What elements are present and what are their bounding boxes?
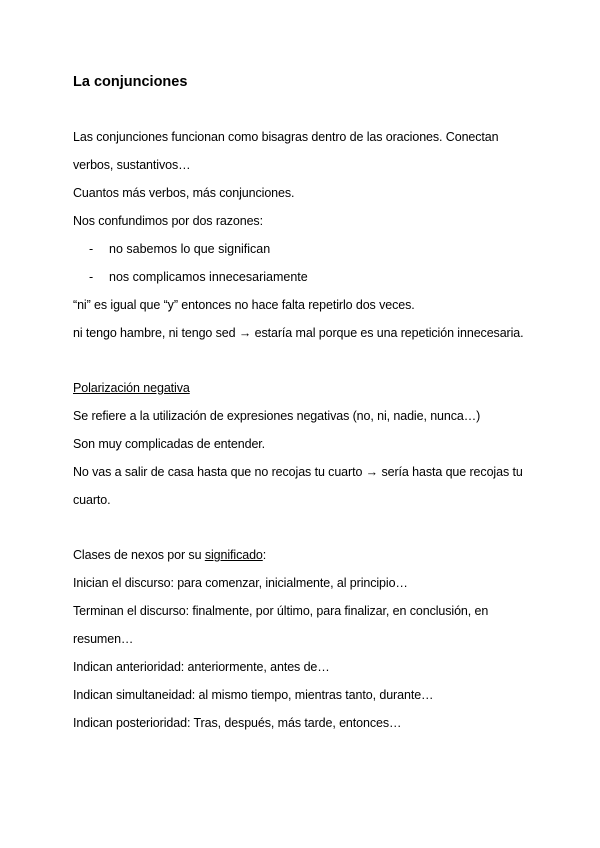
intro-paragraph-line-2: verbos, sustantivos… [73, 158, 191, 172]
polarizacion-paragraph-3-line-2: cuarto. [73, 493, 111, 507]
intro-paragraph-3: Nos confundimos por dos razones: [73, 214, 263, 228]
intro-paragraph-line-1: Las conjunciones funcionan como bisagras dentro de las oraciones. Conectan [73, 130, 499, 144]
clases-item-anterioridad: Indican anterioridad: anteriormente, antes de… [73, 660, 330, 674]
bullet-item-2: nos complicamos innecesariamente [109, 270, 308, 284]
bullet-item-1: no sabemos lo que significan [109, 242, 271, 256]
intro-paragraph-2: Cuantos más verbos, más conjunciones. [73, 186, 295, 200]
clases-heading-underlined: significado [204, 548, 263, 562]
clases-item-terminan-line-2: resumen… [73, 632, 134, 646]
polarizacion-heading: Polarización negativa [73, 381, 190, 395]
bullet-dash: - [89, 242, 94, 256]
clases-heading-suffix: : [262, 548, 267, 562]
clases-item-terminan-line-1: Terminan el discurso: finalmente, por último, para finalizar, en conclusión, en [73, 604, 489, 618]
polarizacion-paragraph-3-line-1: No vas a salir de casa hasta que no recojas tu cuarto → sería hasta que recojas tu [73, 465, 523, 479]
polarizacion-paragraph-1: Se refiere a la utilización de expresiones negativas (no, ni, nadie, nunca…) [73, 409, 481, 423]
intro-paragraph-4: “ni” es igual que “y” entonces no hace falta repetirlo dos veces. [73, 298, 415, 312]
clases-item-inician: Inician el discurso: para comenzar, inicialmente, al principio… [73, 576, 408, 590]
bullet-dash: - [89, 270, 94, 284]
clases-item-posterioridad: Indican posterioridad: Tras, después, más tarde, entonces… [73, 716, 402, 730]
polarizacion-paragraph-2: Son muy complicadas de entender. [73, 437, 266, 451]
clases-heading [73, 547, 266, 563]
clases-item-simultaneidad: Indican simultaneidad: al mismo tiempo, mientras tanto, durante… [73, 688, 434, 702]
intro-paragraph-5: ni tengo hambre, ni tengo sed → estaría mal porque es una repetición innecesaria. [73, 326, 524, 340]
document-title: La conjunciones [73, 74, 188, 90]
clases-heading-prefix: Clases de nexos por su [73, 548, 205, 562]
